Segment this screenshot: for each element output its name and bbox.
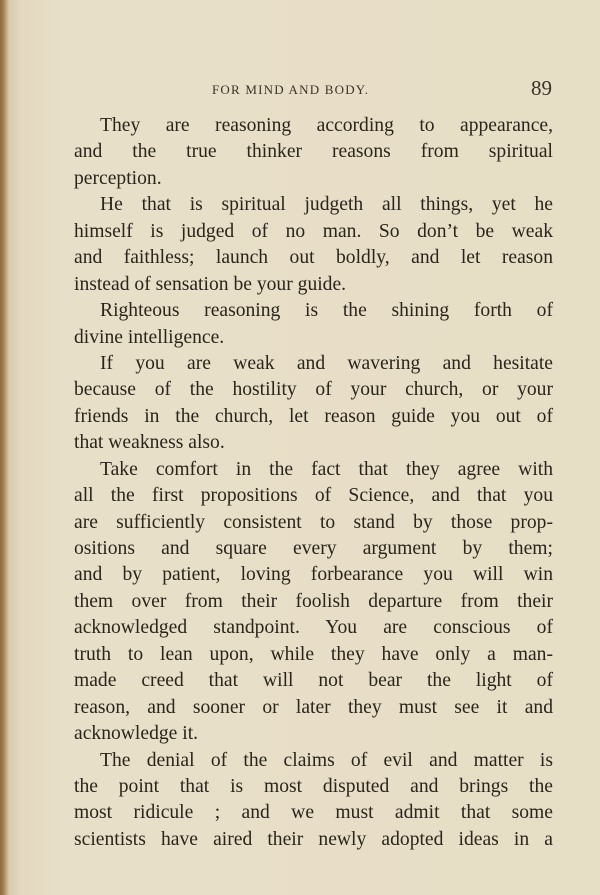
text-line: and the true thinker reasons from spiritual: [74, 141, 553, 163]
text-line: are sufficiently consistent to stand by those prop-: [74, 511, 553, 533]
running-title: FOR MIND AND BODY.: [212, 82, 370, 97]
page-header: [0, 76, 600, 104]
page-number: 89: [531, 76, 552, 100]
body-text: [74, 113, 553, 853]
text-line: himself is judged of no man. So don’t be weak: [74, 220, 553, 242]
text-line: Righteous reasoning is the shining forth of: [100, 300, 553, 322]
paragraph: [74, 192, 553, 298]
text-line: The denial of the claims of evil and matter is: [100, 749, 553, 771]
text-line: acknowledged standpoint. You are conscious of: [74, 617, 553, 639]
text-line: perception.: [74, 167, 162, 189]
text-line: because of the hostility of your church, or your: [74, 379, 553, 401]
text-line: divine intelligence.: [74, 326, 225, 348]
text-line: Take comfort in the fact that they agree with: [100, 458, 553, 480]
text-line: the point that is most disputed and brings the: [74, 775, 553, 797]
paragraph: [74, 748, 553, 854]
text-line: scientists have aired their newly adopted ideas in a: [74, 828, 553, 850]
text-line: If you are weak and wavering and hesitate: [100, 352, 553, 374]
text-line: made creed that will not bear the light of: [74, 670, 553, 692]
text-line: and faithless; launch out boldly, and let reason: [74, 247, 553, 269]
text-line: instead of sensation be your guide.: [74, 273, 347, 295]
text-line: He that is spiritual judgeth all things, yet he: [100, 194, 553, 216]
paragraph: [74, 457, 553, 748]
text-line: them over from their foolish departure from their: [74, 590, 553, 612]
text-line: They are reasoning according to appearance,: [100, 115, 553, 136]
text-line: acknowledge it.: [74, 723, 199, 745]
text-line: that weakness also.: [74, 432, 225, 454]
text-line: ositions and square every argument by them;: [74, 538, 553, 559]
paragraph: [74, 298, 553, 351]
paragraph: [74, 113, 553, 192]
text-line: friends in the church, let reason guide you out of: [74, 405, 553, 427]
paragraph: [74, 351, 553, 457]
text-line: all the first propositions of Science, and that you: [74, 485, 553, 507]
text-line: reason, and sooner or later they must see it and: [74, 696, 553, 718]
text-line: and by patient, loving forbearance you will win: [74, 564, 553, 586]
text-line: truth to lean upon, while they have only a man-: [74, 643, 553, 665]
text-line: most ridicule ; and we must admit that some: [74, 802, 553, 824]
